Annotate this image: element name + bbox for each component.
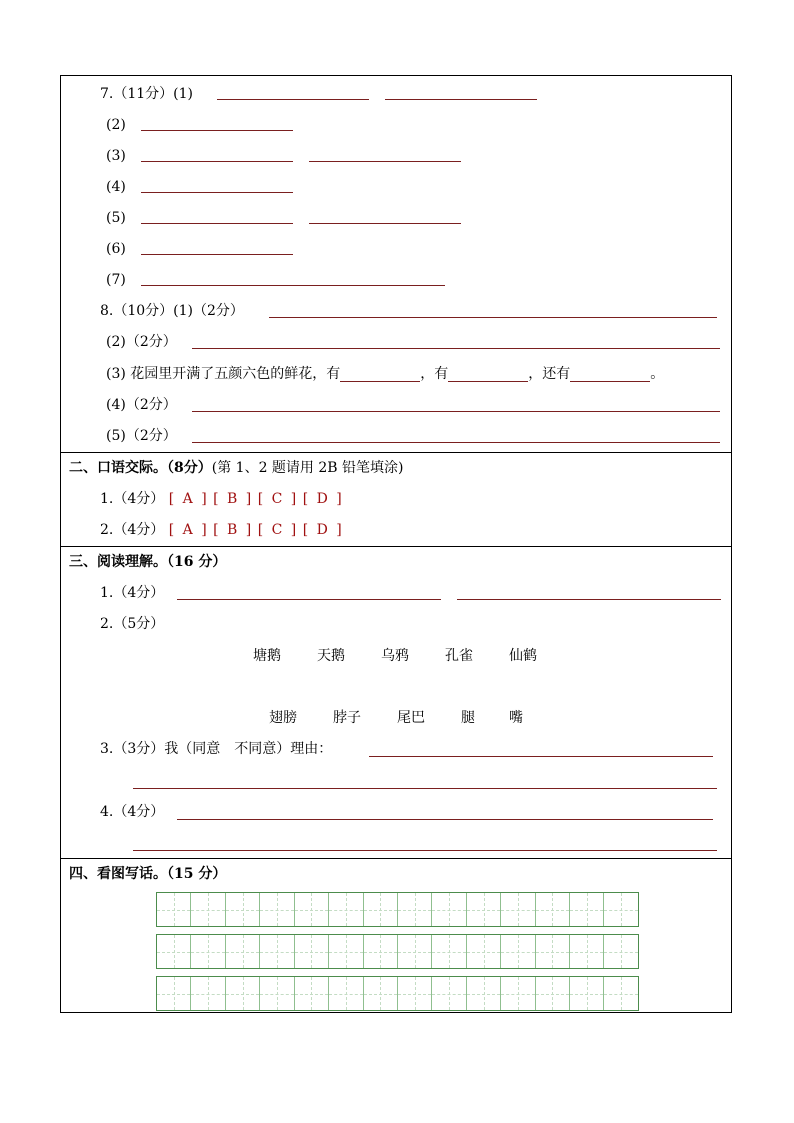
s3-q1-label: 1.（4分） xyxy=(100,585,165,601)
answer-sheet xyxy=(60,75,732,1013)
s3-q1-blank-b[interactable] xyxy=(457,599,721,600)
s3-q3-label: 3.（3分）我（同意 不同意）理由： xyxy=(100,741,333,757)
s2-q1-row xyxy=(100,491,344,507)
q8-4-label: (4)（2分） xyxy=(106,397,177,413)
s2-q1-label: 1.（4分） xyxy=(100,491,165,507)
q7-label: 7.（11分）(1) xyxy=(100,86,194,102)
part-chibang[interactable]: 翅膀 xyxy=(269,710,297,726)
s3-q1-blank-a[interactable] xyxy=(177,599,441,600)
q8-3-blank-c[interactable] xyxy=(570,367,650,382)
bird-wuya[interactable]: 乌鸦 xyxy=(381,648,409,664)
s2-q1-option-a[interactable]: [ A ] xyxy=(168,491,209,507)
writing-grid-row[interactable] xyxy=(156,934,639,969)
q7-7-label: (7) xyxy=(106,272,126,288)
q8-3-line xyxy=(106,366,664,382)
q7-6-label: (6) xyxy=(106,241,126,257)
s2-q2-option-c[interactable]: [ C ] xyxy=(257,522,299,538)
bird-tiane[interactable]: 天鹅 xyxy=(317,648,345,664)
section-divider xyxy=(61,452,731,453)
s2-q2-row xyxy=(100,522,344,538)
writing-grid-row[interactable] xyxy=(156,976,639,1011)
q7-1-blank-a[interactable] xyxy=(217,99,369,100)
section4-title: 四、看图写话。（15 分） xyxy=(69,866,227,882)
q7-2-blank[interactable] xyxy=(141,130,293,131)
bird-xianhe[interactable]: 仙鹤 xyxy=(509,648,537,664)
q7-5-label: (5) xyxy=(106,210,126,226)
s2-q2-option-a[interactable]: [ A ] xyxy=(168,522,209,538)
s2-q2-option-d[interactable]: [ D ] xyxy=(302,522,344,538)
q7-2-label: (2) xyxy=(106,117,126,133)
q8-3-blank-a[interactable] xyxy=(340,367,420,382)
s3-q4-blank-b[interactable] xyxy=(133,850,717,851)
bird-tangee[interactable]: 塘鹅 xyxy=(253,648,281,664)
q8-2-label: (2)（2分） xyxy=(106,334,177,350)
q8-4-blank[interactable] xyxy=(192,411,720,412)
q7-5-blank-b[interactable] xyxy=(309,223,461,224)
q7-5-blank-a[interactable] xyxy=(141,223,293,224)
s3-q4-label: 4.（4分） xyxy=(100,804,165,820)
s3-q2-label: 2.（5分） xyxy=(100,616,165,632)
s2-q1-option-c[interactable]: [ C ] xyxy=(257,491,299,507)
section-divider xyxy=(61,858,731,859)
part-tui[interactable]: 腿 xyxy=(461,710,475,726)
q8-3-end: 。 xyxy=(650,366,665,382)
s2-q2-option-b[interactable]: [ B ] xyxy=(213,522,254,538)
section2-note: (第 1、2 题请用 2B 铅笔填涂) xyxy=(211,460,404,476)
q7-6-blank[interactable] xyxy=(141,254,293,255)
section2-heading xyxy=(69,460,403,476)
s3-q3-blank-a[interactable] xyxy=(369,756,713,757)
s3-q3-blank-b[interactable] xyxy=(133,788,717,789)
q7-3-blank-a[interactable] xyxy=(141,161,293,162)
q8-3-blank-b[interactable] xyxy=(448,367,528,382)
q8-3-mid1: ，有 xyxy=(420,366,449,382)
part-weiba[interactable]: 尾巴 xyxy=(397,710,425,726)
q8-2-blank[interactable] xyxy=(192,348,720,349)
q7-4-label: (4) xyxy=(106,179,126,195)
s2-q1-option-b[interactable]: [ B ] xyxy=(213,491,254,507)
q7-3-label: (3) xyxy=(106,148,126,164)
s2-q2-label: 2.（4分） xyxy=(100,522,165,538)
part-zui[interactable]: 嘴 xyxy=(509,710,523,726)
s2-q1-option-d[interactable]: [ D ] xyxy=(302,491,344,507)
q8-5-blank[interactable] xyxy=(192,442,720,443)
section3-title: 三、阅读理解。（16 分） xyxy=(69,554,227,570)
q8-5-label: (5)（2分） xyxy=(106,428,177,444)
q8-label: 8.（10分）(1)（2分） xyxy=(100,303,244,319)
s3-q4-blank-a[interactable] xyxy=(177,819,713,820)
bird-kongque[interactable]: 孔雀 xyxy=(445,648,473,664)
q7-4-blank[interactable] xyxy=(141,192,293,193)
section2-title: 二、口语交际。（8分） xyxy=(69,460,212,476)
q7-1-blank-b[interactable] xyxy=(385,99,537,100)
section-divider xyxy=(61,546,731,547)
q7-7-blank[interactable] xyxy=(141,285,445,286)
q8-3-mid2: ，还有 xyxy=(528,366,571,382)
q8-3-prefix: (3) 花园里开满了五颜六色的鲜花，有 xyxy=(106,366,341,382)
part-bozi[interactable]: 脖子 xyxy=(333,710,361,726)
q7-3-blank-b[interactable] xyxy=(309,161,461,162)
writing-grid-row[interactable] xyxy=(156,892,639,927)
q8-1-blank[interactable] xyxy=(269,317,717,318)
